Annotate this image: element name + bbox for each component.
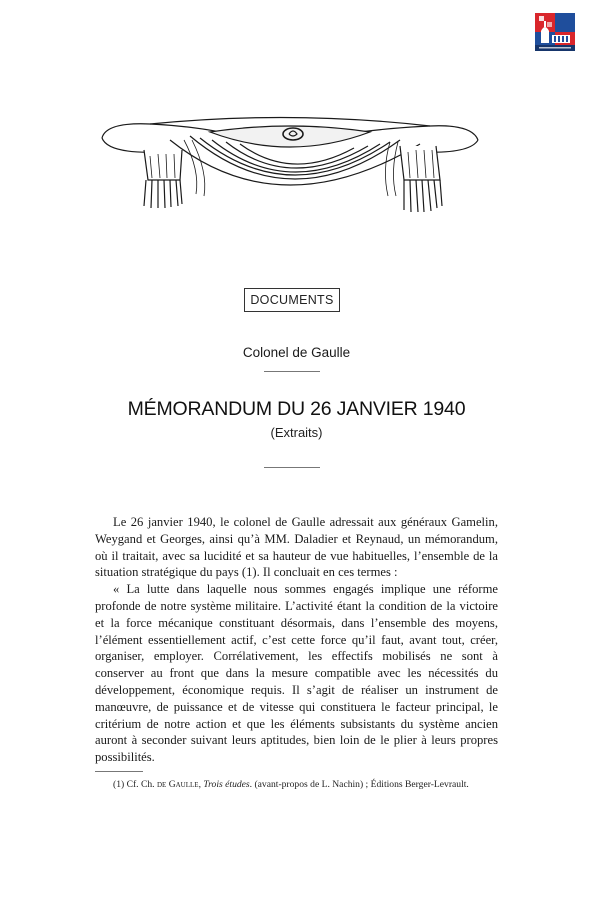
footnote-author: de Gaulle [156,779,199,790]
footnote-rest: . (avant-propos de L. Nachin) ; Éditions Berger-Levrault. [249,779,469,790]
footnote [95,779,498,792]
page-subtitle: (Extraits) [270,425,323,440]
body-text [95,514,498,766]
divider [264,467,320,468]
footnote-separator: , [198,779,204,790]
page-title: MÉMORANDUM DU 26 JANVIER 1940 [127,398,466,420]
author-name: Colonel de Gaulle [242,345,351,360]
footnote-divider [95,771,143,772]
draped-banner-icon [100,110,480,222]
section-label: DOCUMENTS [244,288,340,312]
institution-logo-icon [535,13,575,51]
divider [264,371,320,372]
footnote-work: Trois études [203,779,250,790]
footnote-prefix: (1) Cf. Ch. [113,779,157,790]
paragraph: Le 26 janvier 1940, le colonel de Gaulle adressait aux généraux Gamelin, Weygand et Georges, ainsi qu’à MM. Daladier et Reynaud, un mémorandum, où il traitait, avec sa lucidité et sa hauteur de vue habituelles, l’ensemble de la situation stratégique du pays (1). Il concluait en ces termes : [95,515,498,580]
paragraph: « La lutte dans laquelle nous sommes engagés implique une réforme profonde de notre système militaire. L’activité étant la condition de la victoire et la force mécanique constituant désormais, dans l’ensemble des moyens, l’élément essentiellement actif, c’est cette force qu’il faut, avant tout, créer, organiser, employer. Corrélativement, les effectifs mobilisés ne sont à conserver au front que dans la mesure compatible avec les nécessités du développement, économique requis. Il s’agit de réaliser un instrument de manœuvre, de puissance et de vitesse qui constituera le facteur principal, le critérium de notre action et que les éléments subsistants du système ancien auront à seconder suivant leurs aptitudes, bien loin de le plier à leurs propres possibilités. [95,582,498,765]
